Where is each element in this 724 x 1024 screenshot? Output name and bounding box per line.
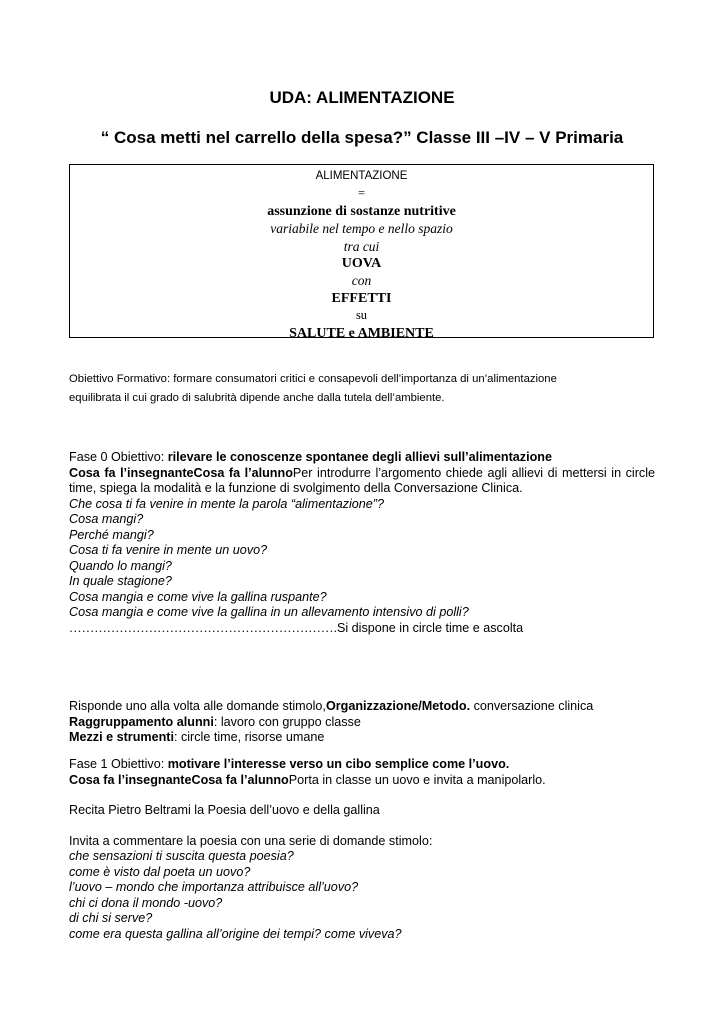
- question-2: Cosa mangi?: [69, 512, 144, 526]
- phase-1-action-text: Porta in classe un uovo e invita a manipolarlo.: [288, 772, 546, 787]
- phase-0-objective: [69, 450, 655, 466]
- phase-1-section: [69, 757, 655, 942]
- grouping-value: : lavoro con gruppo classe: [213, 714, 361, 729]
- organization-value: conversazione clinica: [470, 699, 594, 713]
- poem-question-5: di chi si serve?: [69, 911, 153, 925]
- phase-0-prefix: Fase 0 Obiettivo:: [69, 450, 168, 464]
- dotted-leader: ………………………………………………………: [69, 620, 334, 635]
- answers-text: Risponde uno alla volta alle domande stimolo,: [69, 699, 326, 713]
- box-line-variabile: variabile nel tempo e nello spazio: [270, 221, 453, 237]
- box-line-tra-cui: tra cui: [343, 238, 380, 254]
- box-line-assunzione: assunzione di sostanze nutritive: [267, 203, 456, 219]
- question-6: In quale stagione?: [69, 574, 172, 588]
- grouping-line: [69, 715, 655, 731]
- box-line-alimentazione: ALIMENTAZIONE: [315, 170, 408, 182]
- box-line-salute-ambiente: SALUTE e AMBIENTE: [289, 325, 434, 341]
- invite-line: Invita a commentare la poesia con una serie di domande stimolo:: [69, 833, 433, 848]
- document-title: UDA: ALIMENTAZIONE: [269, 88, 455, 107]
- student-action: [69, 621, 655, 637]
- document-subtitle: “ Cosa metti nel carrello della spesa?” Classe III –IV – V Primaria: [100, 128, 624, 147]
- formative-objective: [69, 370, 655, 408]
- poem-question-1: che sensazioni ti suscita questa poesia?: [69, 849, 294, 863]
- poem-question-2: come è visto dal poeta un uovo?: [69, 864, 251, 879]
- phase-1-goal: motivare l’interesse verso un cibo semplice come l’uovo.: [167, 757, 510, 771]
- student-label: Cosa fa l’alunno: [193, 465, 293, 480]
- phase-0-goal: rilevare le conoscenze spontanee degli allievi sull’alimentazione: [167, 450, 552, 464]
- means-line: [69, 730, 655, 746]
- teacher-label: Cosa fa l’insegnante: [69, 772, 192, 787]
- box-line-su: su: [355, 308, 368, 323]
- means-value: : circle time, risorse umane: [173, 730, 325, 744]
- phase-1-prefix: Fase 1 Obiettivo:: [69, 757, 168, 771]
- definition-box: [69, 164, 654, 341]
- box-line-effetti: EFFETTI: [331, 290, 392, 306]
- organization-line: [69, 699, 655, 715]
- poem-question-3: l’uovo – mondo che importanza attribuisce all’uovo?: [69, 880, 359, 894]
- objective-line-1: Obiettivo Formativo: formare consumatori critici e consapevoli dell’importanza di un’alimentazione: [69, 373, 557, 385]
- recite-line: Recita Pietro Beltrami la Poesia dell’uovo e della gallina: [69, 803, 380, 817]
- question-1: Che cosa ti fa venire in mente la parola “alimentazione”?: [69, 496, 385, 511]
- grouping-label: Raggruppamento alunni: [69, 714, 214, 729]
- phase-0-intro: [69, 466, 655, 497]
- box-line-equals: =: [357, 186, 366, 201]
- phase-0-section: [69, 450, 655, 636]
- phase-1-action: [69, 773, 655, 789]
- question-8: Cosa mangia e come vive la gallina in un allevamento intensivo di polli?: [69, 605, 469, 619]
- poem-question-6: come era questa gallina all’origine dei tempi? come viveva?: [69, 926, 402, 941]
- student-label: Cosa fa l’alunno: [191, 772, 289, 787]
- question-3: Perché mangi?: [69, 527, 154, 542]
- phase-1-objective: [69, 757, 655, 773]
- poem-question-4: chi ci dona il mondo -uovo?: [69, 895, 223, 910]
- means-label: Mezzi e strumenti: [69, 730, 174, 744]
- teacher-label: Cosa fa l’insegnante: [69, 465, 194, 480]
- phase-0-intro-text: Per introdurre l’argomento chiede agli allievi di mettersi in circle time, spiega la modalità e la funzione di svolgimento della Conversazione Clinica.: [69, 465, 655, 495]
- question-5: Quando lo mangi?: [69, 558, 172, 573]
- box-line-con: con: [351, 273, 372, 289]
- question-4: Cosa ti fa venire in mente un uovo?: [69, 543, 268, 557]
- student-action-text: .Si dispone in circle time e ascolta: [333, 620, 524, 635]
- question-7: Cosa mangia e come vive la gallina ruspante?: [69, 589, 327, 604]
- organization-label: Organizzazione/Metodo.: [325, 699, 471, 713]
- objective-line-2: equilibrata il cui grado di salubrità dipende anche dalla tutela dell’ambiente.: [69, 392, 445, 404]
- organization-section: [69, 699, 655, 746]
- box-line-uova: UOVA: [341, 256, 382, 272]
